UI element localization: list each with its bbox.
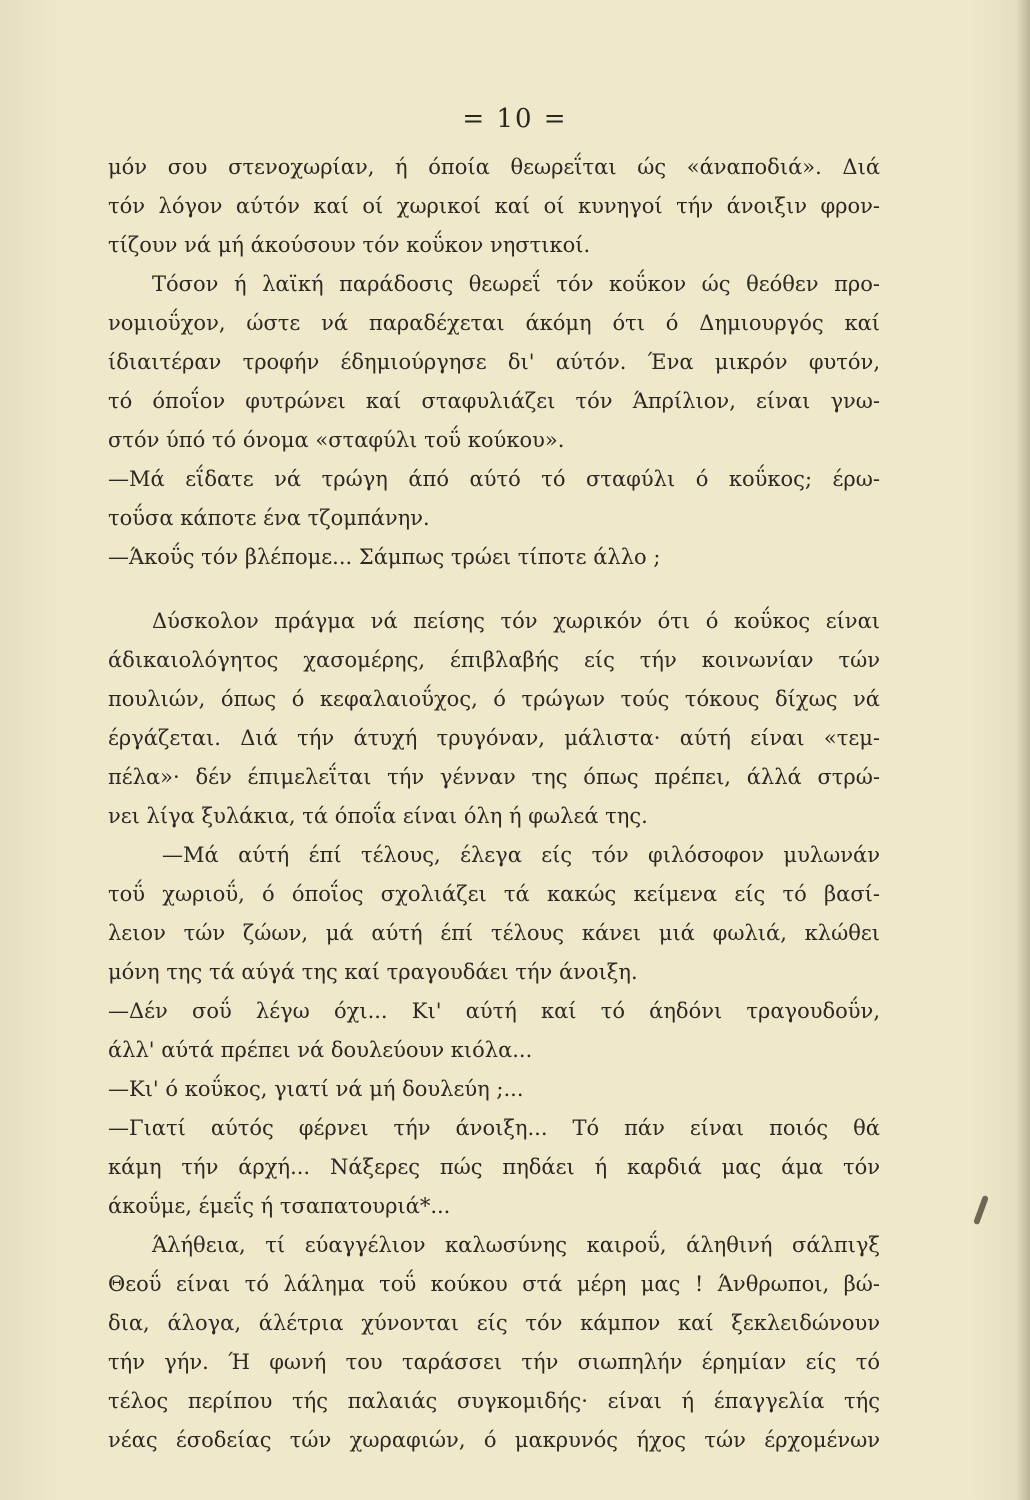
text-line: άδικαιολόγητος χασομέρης, έπιβλαβής είς τήν κοινωνίαν τών bbox=[108, 648, 880, 672]
text-line: δια, άλογα, άλέτρια χύνονται είς τόν κάμπον καί ξεκλειδώνουν bbox=[108, 1311, 880, 1335]
text-line: νομιοΰχον, ώστε νά παραδέχεται άκόμη ότι ό Δημιουργός καί bbox=[108, 311, 880, 335]
text-line: τό όποΐον φυτρώνει καί σταφυλιάζει τόν Άπρίλιον, είναι γνω- bbox=[108, 389, 880, 413]
text-block-1 bbox=[108, 148, 880, 577]
text-line: τέλος περίπου τής παλαιάς συγκομιδής· είναι ή έπαγγελία τής bbox=[108, 1389, 880, 1413]
text-line: ίδιαιτέραν τροφήν έδημιούργησε δι' αύτόν. Ένα μικρόν φυτόν, bbox=[108, 350, 880, 374]
text-line: κάμη τήν άρχή... Νάξερες πώς πηδάει ή καρδιά μας άμα τόν bbox=[108, 1155, 880, 1179]
text-line: μόνη της τά αύγά της καί τραγουδάει τήν άνοιξη. bbox=[108, 960, 638, 984]
text-line: νει λίγα ξυλάκια, τά όποΐα είναι όλη ή φωλεά της. bbox=[108, 804, 648, 828]
text-line: Τόσον ή λαϊκή παράδοσις θεωρεΐ τόν κοΰκον ώς θεόθεν προ- bbox=[152, 272, 880, 296]
text-line: λειον τών ζώων, μά αύτή έπί τέλους κάνει μιά φωλιά, κλώθει bbox=[108, 921, 880, 945]
text-line: Θεοΰ είναι τό λάλημα τοΰ κούκου στά μέρη μας ! Άνθρωποι, βώ- bbox=[108, 1272, 880, 1296]
text-line: —Γιατί αύτός φέρνει τήν άνοιξη... Τό πάν είναι ποιός θά bbox=[108, 1116, 880, 1140]
text-line: έργάζεται. Διά τήν άτυχή τρυγόναν, μάλιστα· αύτή είναι «τεμ- bbox=[108, 726, 880, 750]
text-line: τοΰ χωριοΰ, ό όποΐος σχολιάζει τά κακώς κείμενα είς τό βασί- bbox=[108, 882, 880, 906]
text-line: μόν σου στενοχωρίαν, ή όποία θεωρεΐται ώς «άναποδιά». Διά bbox=[108, 155, 880, 179]
text-line: άλλ' αύτά πρέπει νά δουλεύουν κιόλα... bbox=[108, 1038, 533, 1062]
text-line: άκοΰμε, έμεΐς ή τσαπατουριά*... bbox=[108, 1194, 451, 1218]
text-line: τόν λόγον αύτόν καί οί χωρικοί καί οί κυνηγοί τήν άνοιξιν φρον- bbox=[108, 194, 880, 218]
margin-pencil-mark bbox=[973, 1195, 989, 1225]
text-block-2 bbox=[108, 602, 880, 1460]
page-number: = 10 = bbox=[462, 104, 568, 134]
text-line: Άλήθεια, τί εύαγγέλιον καλωσύνης καιροΰ, άληθινή σάλπιγξ bbox=[152, 1233, 880, 1257]
text-line: τίζουν νά μή άκούσουν τόν κοΰκον νηστικοί. bbox=[108, 233, 591, 257]
text-line: τήν γήν. Ή φωνή του ταράσσει τήν σιωπηλήν έρημίαν είς τό bbox=[108, 1350, 880, 1374]
text-line: τοΰσα κάποτε ένα τζομπάνην. bbox=[108, 506, 430, 530]
text-line: νέας έσοδείας τών χωραφιών, ό μακρυνός ήχος τών έρχομένων bbox=[108, 1428, 880, 1452]
text-line: πουλιών, όπως ό κεφαλαιοΰχος, ό τρώγων τούς τόκους δίχως νά bbox=[108, 687, 880, 711]
text-line: —Άκοΰς τόν βλέπομε... Σάμπως τρώει τίποτε άλλο ; bbox=[108, 545, 661, 569]
text-line: —Δέν σοΰ λέγω όχι... Κι' αύτή καί τό άηδόνι τραγουδοΰν, bbox=[108, 999, 880, 1023]
text-line: —Μά εΐδατε νά τρώγη άπό αύτό τό σταφύλι ό κοΰκος; έρω- bbox=[108, 467, 880, 491]
text-line: —Κι' ό κοΰκος, γιατί νά μή δουλεύη ;... bbox=[108, 1077, 524, 1101]
page-edge-shadow bbox=[1016, 0, 1030, 1500]
text-line: πέλα»· δέν έπιμελεΐται τήν γένναν της όπως πρέπει, άλλά στρώ- bbox=[108, 765, 880, 789]
text-line: Δύσκολον πράγμα νά πείσης τόν χωρικόν ότι ό κοΰκος είναι bbox=[152, 609, 880, 633]
text-line: στόν ύπό τό όνομα «σταφύλι τοΰ κούκου». bbox=[108, 428, 565, 452]
text-line: —Μά αύτή έπί τέλους, έλεγα είς τόν φιλόσοφον μυλωνάν bbox=[162, 843, 880, 867]
